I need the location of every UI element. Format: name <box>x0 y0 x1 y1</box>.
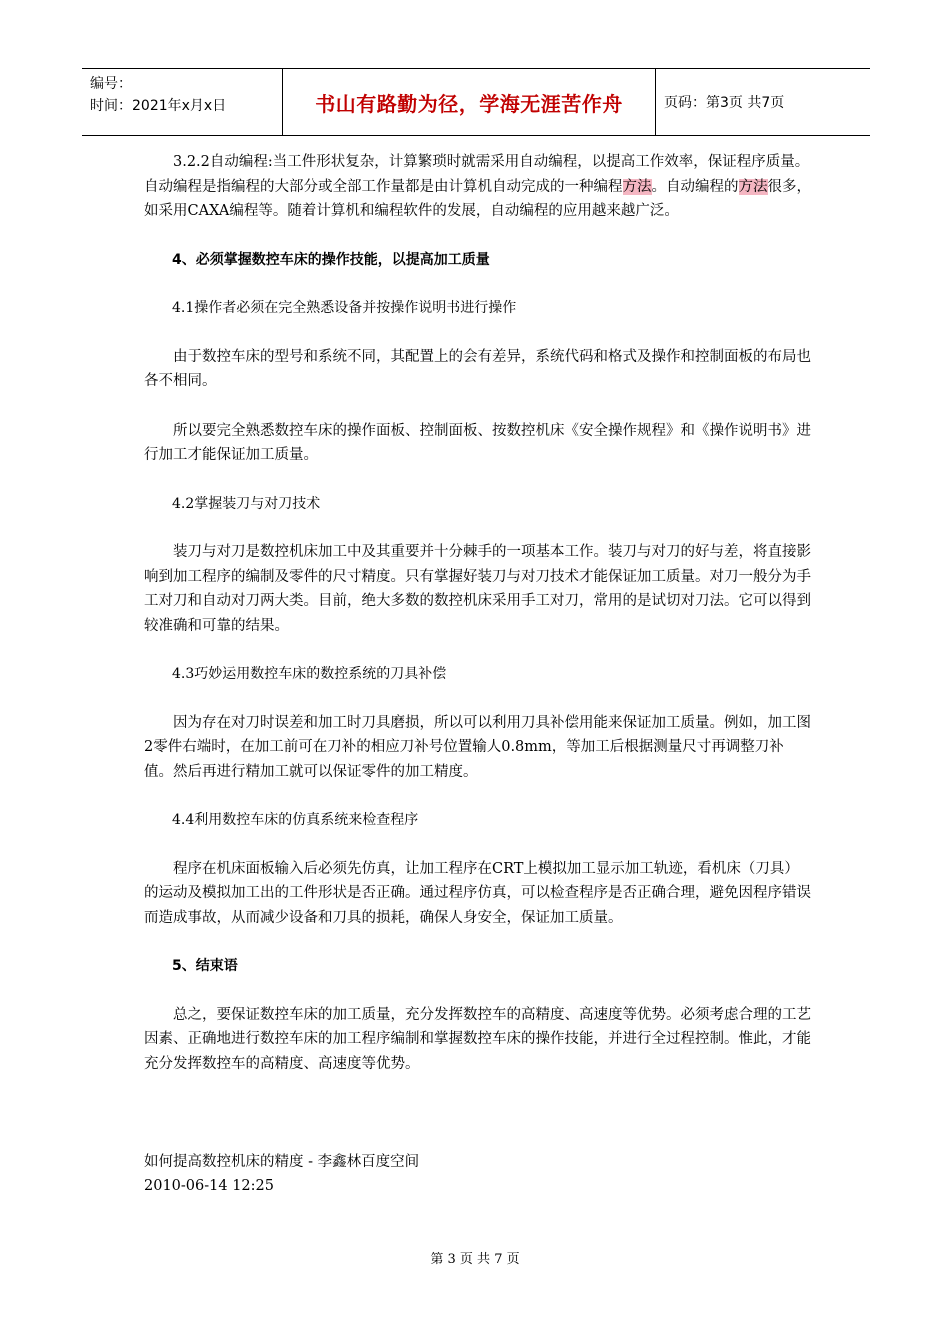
highlighted-term: 方法 <box>622 178 652 195</box>
source-title: 如何提高数控机床的精度 - 李鑫林百度空间 <box>144 1154 420 1170</box>
paragraph-auto-programming <box>144 150 812 224</box>
text-run: 。自动编程的 <box>651 178 739 195</box>
header-meta <box>82 69 282 135</box>
document-body <box>144 150 812 1076</box>
time-label: 时间：2021年x月x日 <box>90 98 227 114</box>
paragraph: 所以要完全熟悉数控车床的操作面板、控制面板、按数控机床《安全操作规程》和《操作说明书》进行加工才能保证加工质量。 <box>144 422 811 463</box>
paragraph: 总之，要保证数控车床的加工质量，充分发挥数控车的高精度、高速度等优势。必须考虑合理的工艺因素、正确地进行数控车床的加工程序编制和掌握数控车床的操作技能，并进行全过程控制。惟此，才能充分发挥数控车的高精度、高速度等优势。 <box>144 1006 811 1072</box>
subsection-4-1: 4.1操作者必须在完全熟悉设备并按操作说明书进行操作 <box>172 300 517 316</box>
paragraph: 装刀与对刀是数控机床加工中及其重要并十分棘手的一项基本工作。装刀与对刀的好与差，将直接影响到加工程序的编制及零件的尺寸精度。只有掌握好装刀与对刀技术才能保证加工质量。对刀一般分为手工对刀和自动对刀两大类。目前，绝大多数的数控机床采用手工对刀，常用的是试切对刀法。它可以得到较准确和可靠的结果。 <box>144 544 811 634</box>
number-label: 编号： <box>90 76 132 92</box>
section-heading-4: 4、必须掌握数控车床的操作技能，以提高加工质量 <box>172 251 490 268</box>
source-citation <box>144 1150 419 1198</box>
header-page-code: 页码：第3页 共7页 <box>664 95 785 111</box>
subsection-4-4: 4.4利用数控车床的仿真系统来检查程序 <box>172 812 419 828</box>
page-footer: 第 3 页 共 7 页 <box>430 1252 520 1267</box>
text-run: 3.2.2自动编程:当工件形状复杂，计算繁琐时就需采用自动编程，以提高工作效率，保证程序质量。自动编程是指编程的大部分或全部工作量都是由计算机自动完成的一种编程 <box>144 154 810 195</box>
page-header <box>82 68 870 136</box>
header-motto: 书山有路勤为径，学海无涯苦作舟 <box>282 69 656 135</box>
subsection-4-3: 4.3巧妙运用数控车床的数控系统的刀具补偿 <box>172 666 447 682</box>
paragraph: 因为存在对刀时误差和加工时刀具磨损，所以可以利用刀具补偿用能来保证加工质量。例如，加工图2零件右端时，在加工前可在刀补的相应刀补号位置输人0.8mm，等加工后根据测量尺寸再调整刀补值。然后再进行精加工就可以保证零件的加工精度。 <box>144 714 811 780</box>
highlighted-term: 方法 <box>738 178 768 195</box>
text-run: 很多，如采用CAXA编程等。随着计算机和编程软件的发展，自动编程的应用越来越广泛。 <box>144 178 811 219</box>
source-datetime: 2010-06-14 12:25 <box>144 1178 274 1194</box>
paragraph: 程序在机床面板输入后必须先仿真，让加工程序在CRT上模拟加工显示加工轨迹，看机床（刀具）的运动及模拟加工出的工件形状是否正确。通过程序仿真，可以检查程序是否正确合理，避免因程序错误而造成事故，从而减少设备和刀具的损耗，确保人身安全，保证加工质量。 <box>144 860 811 926</box>
subsection-4-2: 4.2掌握装刀与对刀技术 <box>172 495 321 512</box>
section-heading-5: 5、结束语 <box>172 958 238 974</box>
paragraph: 由于数控车床的型号和系统不同，其配置上的会有差异，系统代码和格式及操作和控制面板的布局也各不相同。 <box>144 348 811 389</box>
